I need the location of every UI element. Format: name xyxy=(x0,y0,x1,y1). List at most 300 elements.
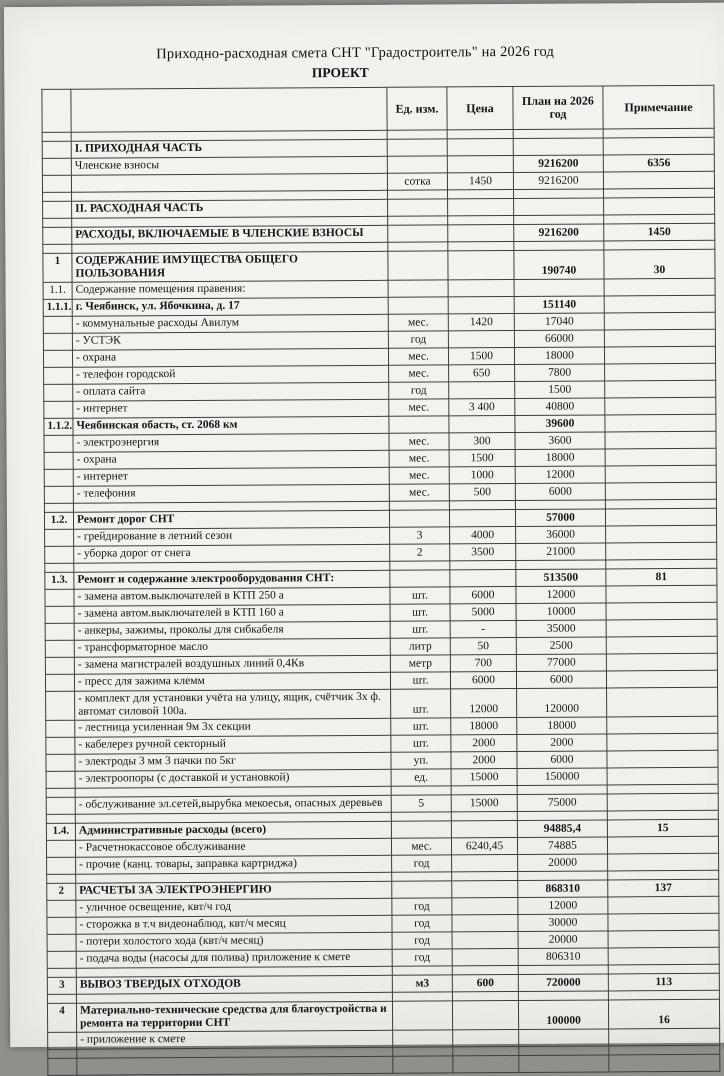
price-cell: 300 xyxy=(449,433,515,450)
note-cell: 30 xyxy=(604,249,715,279)
row-num-cell: 1.2. xyxy=(44,512,73,529)
row-num-cell xyxy=(47,951,76,968)
price-cell xyxy=(452,965,518,974)
row-num-cell xyxy=(46,691,75,720)
price-cell xyxy=(449,382,515,399)
row-label-cell: Ремонт дорог СНТ xyxy=(73,510,389,529)
note-cell: 6356 xyxy=(603,154,714,172)
plan-cell: 77000 xyxy=(516,654,606,672)
note-cell xyxy=(605,414,716,432)
note-cell xyxy=(604,329,715,347)
plan-cell: 190740 xyxy=(514,250,604,280)
row-label-cell: I. ПРИХОДНАЯ ЧАСТЬ xyxy=(71,139,387,158)
plan-cell: 2500 xyxy=(516,637,606,655)
note-cell: 81 xyxy=(606,568,717,586)
unit-cell xyxy=(392,966,452,975)
plan-cell: 35000 xyxy=(516,620,606,638)
row-label-cell: - электроэнергия xyxy=(73,433,389,452)
plan-cell: 21000 xyxy=(516,543,606,561)
unit-cell: ед. xyxy=(391,769,451,786)
row-label-cell: - электроды 3 мм 3 пачки по 5кг xyxy=(75,752,391,771)
price-cell xyxy=(449,510,515,527)
unit-cell: мес. xyxy=(389,467,449,484)
row-label-cell: г. Чеябинск, ул. Ябочкина, д. 17 xyxy=(72,297,388,316)
unit-cell: год xyxy=(392,932,452,949)
price-cell: 3500 xyxy=(450,544,516,561)
note-cell: 137 xyxy=(608,879,719,897)
price-cell: 1450 xyxy=(447,173,513,190)
plan-cell xyxy=(514,198,604,216)
row-label-cell: - интернет xyxy=(73,399,389,418)
note-cell xyxy=(609,1054,720,1072)
unit-cell: 3 xyxy=(390,527,450,544)
plan-cell: 1500 xyxy=(515,381,605,399)
unit-cell xyxy=(390,561,450,570)
price-cell xyxy=(448,297,514,314)
row-label-cell: - телефон городской xyxy=(73,365,389,384)
note-cell xyxy=(603,171,714,189)
note-cell xyxy=(606,636,717,654)
row-label-cell: - сторожка в т.ч видеонаблюд, квт/ч месяц xyxy=(76,915,392,934)
unit-cell xyxy=(392,992,452,1001)
row-label-cell: - Расчетнокассовое обслуживание xyxy=(75,838,391,857)
price-cell: 50 xyxy=(450,638,516,655)
price-cell xyxy=(452,931,518,948)
row-num-cell xyxy=(45,657,74,674)
price-cell xyxy=(452,872,518,881)
price-cell: 600 xyxy=(452,974,518,991)
row-num-cell xyxy=(43,244,72,253)
note-cell xyxy=(607,836,718,854)
plan-cell: 30000 xyxy=(518,914,608,932)
plan-cell: 6000 xyxy=(517,751,607,769)
unit-cell xyxy=(387,130,447,139)
row-label-cell: - охрана xyxy=(73,450,389,469)
price-cell: 2000 xyxy=(451,735,517,752)
unit-cell: мес. xyxy=(388,314,448,331)
note-cell: 113 xyxy=(608,973,719,991)
row-num-cell xyxy=(47,994,76,1003)
note-cell xyxy=(604,197,715,215)
note-cell xyxy=(605,397,716,415)
document-title: Приходно-расходная смета СНТ "Градостроитель" на 2026 год xyxy=(156,43,555,63)
unit-cell: шт. xyxy=(390,621,450,638)
row-num-cell: 1.3. xyxy=(45,572,74,589)
unit-cell: шт. xyxy=(390,604,450,621)
plan-cell: 10000 xyxy=(516,603,606,621)
row-num-cell xyxy=(45,606,74,623)
unit-cell: год xyxy=(389,382,449,399)
unit-cell: мес. xyxy=(389,399,449,416)
note-cell xyxy=(605,465,716,483)
unit-cell: мес. xyxy=(389,433,449,450)
unit-cell xyxy=(388,225,448,242)
unit-cell xyxy=(391,786,451,795)
price-cell xyxy=(451,812,517,821)
row-label-cell: - анкеры, зажимы, проколы для сибкабеля xyxy=(74,621,390,640)
plan-cell: 57000 xyxy=(515,509,605,527)
unit-cell xyxy=(390,570,450,587)
table-row xyxy=(47,999,719,1032)
note-cell xyxy=(604,278,715,296)
row-num-cell xyxy=(44,486,73,503)
unit-cell: мес. xyxy=(389,450,449,467)
unit-cell xyxy=(393,1047,453,1056)
row-num-cell: 3 xyxy=(47,977,76,994)
plan-cell: 40800 xyxy=(515,398,605,416)
price-cell xyxy=(450,561,516,570)
row-label-cell: - подача воды (насосы для полива) приложение к смете xyxy=(76,949,392,968)
row-num-cell xyxy=(46,788,75,797)
unit-cell: год xyxy=(392,855,452,872)
plan-cell: 39600 xyxy=(515,415,605,433)
row-label-cell: - коммунальные расходы Авилум xyxy=(72,314,388,333)
row-num-cell xyxy=(46,771,75,788)
price-cell: - xyxy=(450,621,516,638)
row-label-cell: - УСТЭК xyxy=(72,331,388,350)
row-num-cell xyxy=(45,674,74,691)
unit-cell xyxy=(388,199,448,216)
note-cell xyxy=(606,585,717,603)
price-cell: 12000 xyxy=(451,689,517,718)
header-row xyxy=(42,85,714,132)
price-cell: 15000 xyxy=(451,795,517,812)
row-label-cell: СОДЕРЖАНИЕ ИМУЩЕСТВА ОБЩЕГО ПОЛЬЗОВАНИЯ xyxy=(72,251,388,282)
plan-cell: 17040 xyxy=(514,313,604,331)
price-cell: 3 400 xyxy=(449,399,515,416)
price-cell xyxy=(451,786,517,795)
price-cell xyxy=(453,1029,519,1046)
price-cell xyxy=(452,914,518,931)
plan-cell: 36000 xyxy=(516,526,606,544)
note-cell xyxy=(605,380,716,398)
unit-cell xyxy=(387,156,447,173)
price-cell xyxy=(448,190,514,199)
row-label-cell: - интернет xyxy=(73,467,389,486)
row-num-cell xyxy=(43,227,72,244)
table-row xyxy=(46,687,718,720)
row-label-cell: - трансформаторное масло xyxy=(74,638,390,657)
header-price: Цена xyxy=(447,87,513,130)
price-cell xyxy=(449,416,515,433)
unit-cell xyxy=(393,1056,453,1073)
note-cell xyxy=(607,793,718,811)
note-cell xyxy=(608,896,719,914)
row-num-cell xyxy=(47,934,76,951)
price-cell: 6240,45 xyxy=(451,838,517,855)
row-num-cell xyxy=(43,218,72,227)
row-num-cell xyxy=(42,158,71,175)
row-num-cell xyxy=(45,623,74,640)
note-cell xyxy=(605,508,716,526)
row-num-cell xyxy=(45,589,74,606)
note-cell: 15 xyxy=(607,819,718,837)
price-cell xyxy=(452,897,518,914)
note-cell xyxy=(603,137,714,155)
price-cell xyxy=(453,1055,519,1072)
plan-cell xyxy=(519,1029,609,1047)
row-num-cell xyxy=(45,563,74,572)
table-row xyxy=(48,1054,720,1075)
note-cell xyxy=(608,913,719,931)
row-num-cell xyxy=(43,316,72,333)
note-cell xyxy=(609,1028,720,1046)
row-num-cell xyxy=(47,857,76,874)
plan-cell: 806310 xyxy=(518,948,608,966)
price-cell xyxy=(452,948,518,965)
unit-cell: шт. xyxy=(391,735,451,752)
price-cell: 4000 xyxy=(450,527,516,544)
row-label-cell: II. РАСХОДНАЯ ЧАСТЬ xyxy=(72,199,388,218)
unit-cell xyxy=(389,416,449,433)
price-cell xyxy=(453,1046,519,1055)
note-cell xyxy=(606,653,717,671)
row-label-cell: Материально-технические средства для благоустройства и ремонта на территории СНТ xyxy=(76,1001,392,1032)
row-num-cell xyxy=(44,435,73,452)
plan-cell: 150000 xyxy=(517,768,607,786)
note-cell xyxy=(604,346,715,364)
unit-cell xyxy=(393,1030,453,1047)
row-num-cell xyxy=(46,737,75,754)
row-num-cell xyxy=(46,797,75,814)
header-note: Примечание xyxy=(603,85,714,129)
row-num-cell xyxy=(44,384,73,401)
note-cell xyxy=(607,733,718,751)
unit-cell: шт. xyxy=(391,718,451,735)
row-num-cell xyxy=(46,720,75,737)
plan-cell xyxy=(519,1055,609,1073)
unit-cell xyxy=(392,1001,452,1030)
row-num-cell xyxy=(44,503,73,512)
row-num-cell xyxy=(45,546,74,563)
budget-table xyxy=(41,85,720,1076)
row-num-cell xyxy=(46,754,75,771)
row-label-cell: - электроопоры (с доставкой и установкой) xyxy=(75,769,391,788)
plan-cell: 9216200 xyxy=(513,155,603,173)
row-num-cell xyxy=(48,1049,77,1058)
price-cell: 700 xyxy=(450,655,516,672)
table-body xyxy=(42,128,720,1075)
row-num-cell xyxy=(45,640,74,657)
row-label-cell: Ремонт и содержание электрооборудования СНТ: xyxy=(74,570,390,589)
unit-cell xyxy=(391,812,451,821)
row-label-cell: - замена автом.выключателей в КТП 250 а xyxy=(74,587,390,606)
scanned-page xyxy=(4,3,724,1047)
row-num-cell: 1 xyxy=(43,253,72,282)
row-num-cell: 1.1.1. xyxy=(43,299,72,316)
plan-cell: 9216200 xyxy=(513,172,603,190)
row-num-cell xyxy=(42,175,71,192)
row-num-cell xyxy=(48,1058,77,1075)
note-cell xyxy=(608,930,719,948)
price-cell xyxy=(452,880,518,897)
plan-cell: 18000 xyxy=(517,717,607,735)
unit-cell: шт. xyxy=(390,672,450,689)
row-label-cell: - телефония xyxy=(73,484,389,503)
price-cell xyxy=(452,855,518,872)
unit-cell: литр xyxy=(390,638,450,655)
note-cell xyxy=(607,716,718,734)
price-cell xyxy=(447,156,513,173)
row-num-cell xyxy=(44,469,73,486)
unit-cell: метр xyxy=(390,655,450,672)
plan-cell xyxy=(513,138,603,156)
row-num-cell xyxy=(48,1032,77,1049)
price-cell xyxy=(448,216,514,225)
row-label-cell: Чеябинская обасть, ст. 2068 км xyxy=(73,416,389,435)
header-plan: План на 2026 год xyxy=(513,86,603,130)
row-label-cell: - замена магистралей воздушных линий 0,4Кв xyxy=(74,655,390,674)
row-label-cell: Членские взносы xyxy=(71,156,387,175)
row-label-cell: - комплект для установки учёта на улицу, ящик, счётчик 3х ф. автомат силовой 100а. xyxy=(75,689,391,720)
row-num-cell xyxy=(47,917,76,934)
unit-cell: 2 xyxy=(390,544,450,561)
price-cell xyxy=(448,280,514,297)
row-label-cell: - грейдирование в летний сезон xyxy=(74,527,390,546)
note-cell xyxy=(605,363,716,381)
unit-cell xyxy=(392,881,452,898)
note-cell xyxy=(607,750,718,768)
unit-cell xyxy=(388,190,448,199)
price-cell xyxy=(452,1000,518,1029)
plan-cell: 120000 xyxy=(517,688,607,718)
note-cell xyxy=(607,687,718,717)
row-label-cell: - охрана xyxy=(72,348,388,367)
row-label-cell xyxy=(71,173,387,192)
price-cell: 15000 xyxy=(451,769,517,786)
price-cell xyxy=(448,242,514,251)
unit-cell: сотка xyxy=(387,173,447,190)
row-label-cell xyxy=(77,1056,393,1075)
row-num-cell xyxy=(46,814,75,823)
row-num-cell xyxy=(47,968,76,977)
price-cell: 6000 xyxy=(450,587,516,604)
unit-cell: шт. xyxy=(390,587,450,604)
plan-cell: 12000 xyxy=(515,466,605,484)
note-cell xyxy=(604,295,715,313)
row-label-cell: - замена автом.выключателей в КТП 160 а xyxy=(74,604,390,623)
price-cell xyxy=(451,821,517,838)
note-cell xyxy=(608,947,719,965)
unit-cell xyxy=(388,251,448,280)
row-num-cell xyxy=(45,529,74,546)
plan-cell: 151140 xyxy=(514,296,604,314)
note-cell xyxy=(605,431,716,449)
plan-cell: 18000 xyxy=(515,449,605,467)
note-cell: 16 xyxy=(608,999,719,1029)
note-cell xyxy=(608,853,719,871)
unit-cell: год xyxy=(392,949,452,966)
plan-cell: 720000 xyxy=(518,974,608,992)
unit-cell xyxy=(391,821,451,838)
price-cell: 1420 xyxy=(448,314,514,331)
price-cell xyxy=(450,570,516,587)
price-cell: 1000 xyxy=(449,467,515,484)
price-cell xyxy=(448,225,514,242)
row-num-cell xyxy=(42,141,71,158)
price-cell xyxy=(448,331,514,348)
unit-cell xyxy=(388,297,448,314)
note-cell xyxy=(606,525,717,543)
price-cell xyxy=(448,199,514,216)
plan-cell: 2000 xyxy=(517,734,607,752)
row-label-cell: - приложение к смете xyxy=(77,1030,393,1049)
price-cell: 18000 xyxy=(451,718,517,735)
plan-cell: 6000 xyxy=(516,671,606,689)
unit-cell: м3 xyxy=(392,975,452,992)
table-header xyxy=(42,85,714,132)
row-label-cell: Содержание помещения правения: xyxy=(72,280,388,299)
unit-cell: шт. xyxy=(391,689,451,718)
row-num-cell xyxy=(43,333,72,350)
unit-cell: год xyxy=(388,331,448,348)
price-cell xyxy=(447,139,513,156)
row-num-cell xyxy=(42,132,71,141)
unit-cell xyxy=(387,139,447,156)
row-num-cell: 1.1.2. xyxy=(44,418,73,435)
note-cell xyxy=(605,482,716,500)
note-cell xyxy=(606,602,717,620)
row-num-cell xyxy=(46,840,75,857)
unit-cell xyxy=(389,510,449,527)
plan-cell: 12000 xyxy=(518,897,608,915)
row-num-cell xyxy=(44,367,73,384)
unit-cell: мес. xyxy=(391,838,451,855)
plan-cell: 66000 xyxy=(514,330,604,348)
price-cell: 5000 xyxy=(450,604,516,621)
unit-cell xyxy=(392,872,452,881)
price-cell xyxy=(449,501,515,510)
row-label-cell: - прочие (канц. товары, заправка картриджа) xyxy=(76,855,392,874)
row-label-cell: - уборка дорог от снега xyxy=(74,544,390,563)
header-num xyxy=(42,89,71,132)
price-cell: 650 xyxy=(449,365,515,382)
table-row xyxy=(43,249,715,282)
row-label-cell: Административные расходы (всего) xyxy=(75,821,391,840)
unit-cell: мес. xyxy=(389,365,449,382)
plan-cell: 9216200 xyxy=(514,224,604,242)
unit-cell: год xyxy=(392,898,452,915)
row-num-cell xyxy=(44,401,73,418)
plan-cell: 94885,4 xyxy=(517,820,607,838)
price-cell: 500 xyxy=(449,484,515,501)
row-label-cell: - потери холостого хода (квт/ч месяц) xyxy=(76,932,392,951)
plan-cell: 75000 xyxy=(517,794,607,812)
price-cell: 2000 xyxy=(451,752,517,769)
note-cell: 1450 xyxy=(604,223,715,241)
unit-cell: уп. xyxy=(391,752,451,769)
unit-cell xyxy=(389,501,449,510)
header-unit: Ед. изм. xyxy=(387,87,447,130)
row-label-cell: - обслуживание эл.сетей,вырубка мекоесья, опасных деревьев xyxy=(75,795,391,814)
price-cell: 1500 xyxy=(448,348,514,365)
plan-cell: 513500 xyxy=(516,569,606,587)
row-num-cell xyxy=(47,900,76,917)
price-cell xyxy=(452,991,518,1000)
row-label-cell: РАСЧЕТЫ ЗА ЭЛЕКТРОЭНЕРГИЮ xyxy=(76,881,392,900)
unit-cell: мес. xyxy=(388,348,448,365)
plan-cell: 12000 xyxy=(516,586,606,604)
unit-cell xyxy=(388,242,448,251)
row-num-cell: 2 xyxy=(47,883,76,900)
note-cell xyxy=(606,542,717,560)
row-label-cell: РАСХОДЫ, ВКЛЮЧАЕМЫЕ В ЧЛЕНСКИЕ ВЗНОСЫ xyxy=(72,225,388,244)
plan-cell: 6000 xyxy=(515,483,605,501)
row-num-cell xyxy=(43,350,72,367)
row-label-cell: - пресс для зажима клемм xyxy=(74,672,390,691)
note-cell xyxy=(605,448,716,466)
row-num-cell xyxy=(43,192,72,201)
